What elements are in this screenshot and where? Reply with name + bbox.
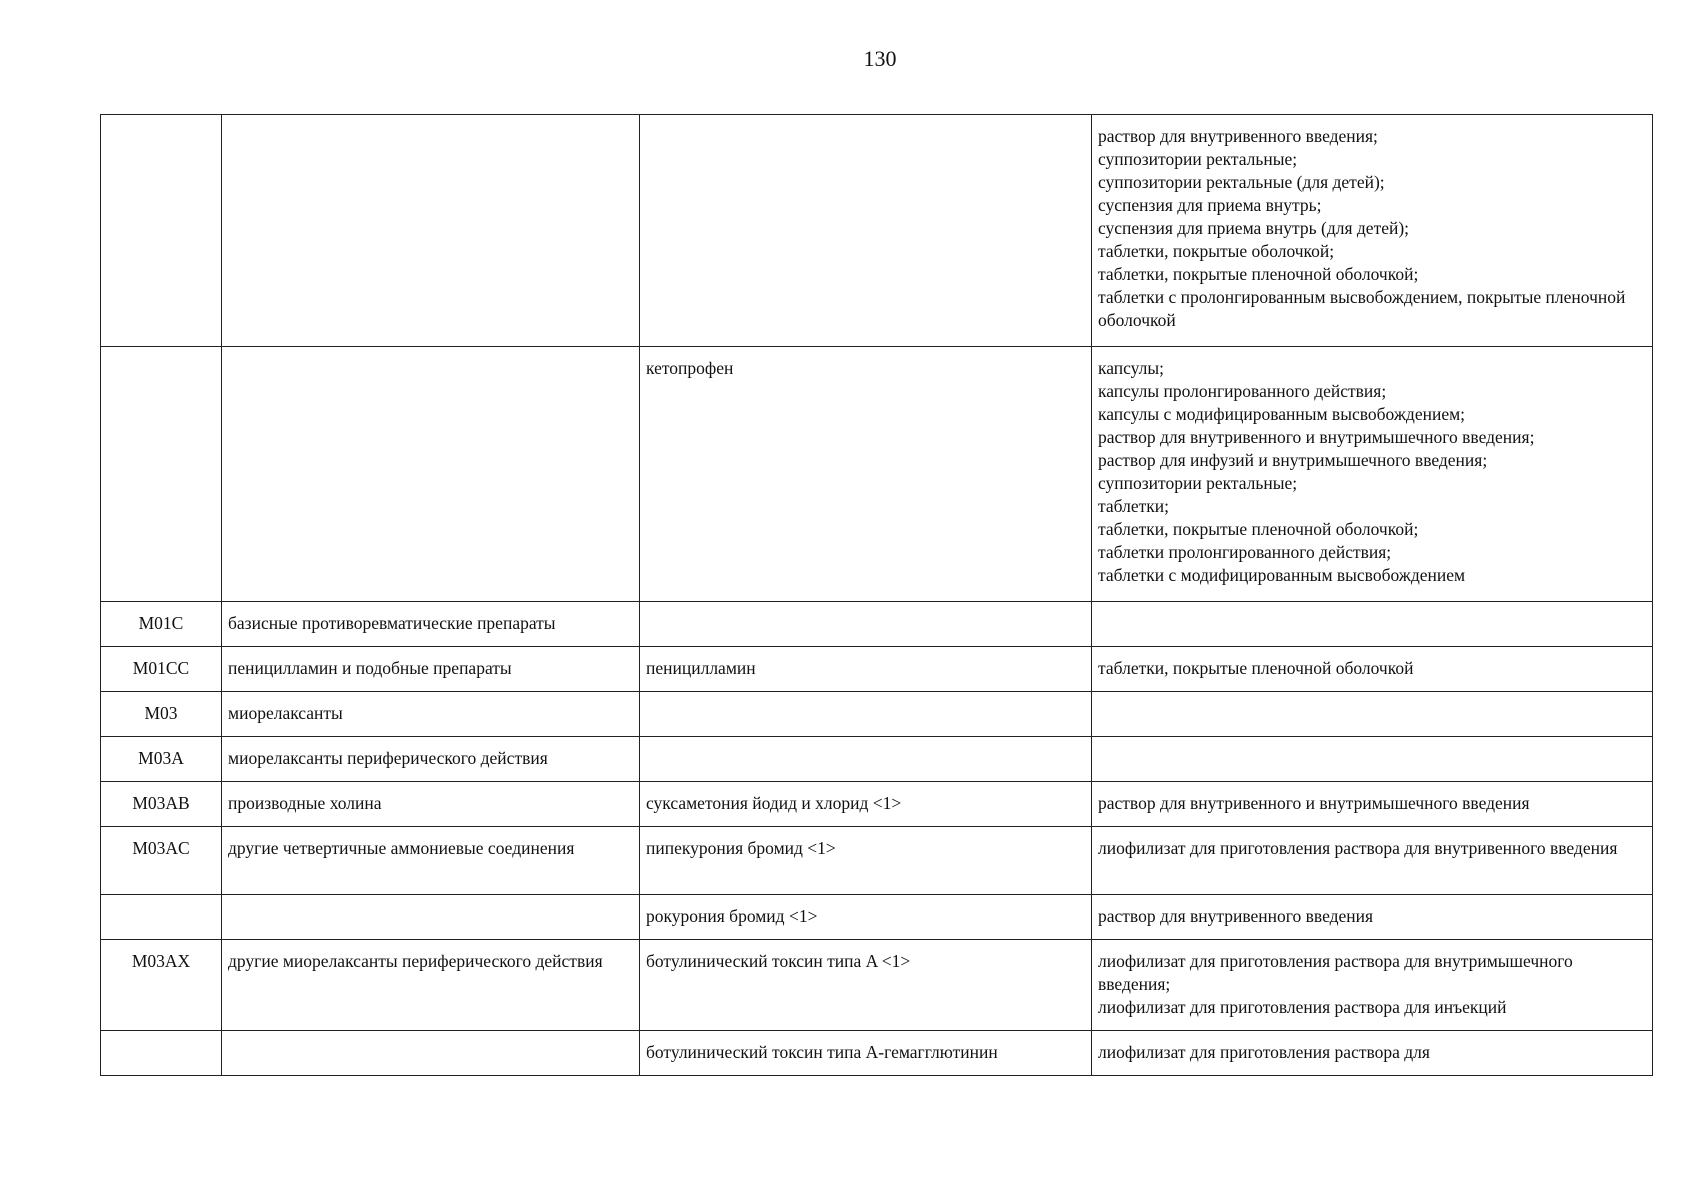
table-row xyxy=(101,940,1653,1031)
group-name: миорелаксанты xyxy=(222,692,640,737)
drug-name: ботулинический токсин типа A-гемагглютинин xyxy=(640,1031,1092,1076)
dosage-forms xyxy=(1092,782,1653,827)
dosage-form: таблетки с пролонгированным высвобождением, покрытые пленочной оболочкой xyxy=(1098,287,1626,330)
table-row xyxy=(101,647,1653,692)
drug-name: ботулинический токсин типа A <1> xyxy=(640,940,1092,1031)
dosage-form: таблетки пролонгированного действия; xyxy=(1098,542,1392,562)
group-name: производные холина xyxy=(222,782,640,827)
drug-name xyxy=(640,737,1092,782)
table-row xyxy=(101,692,1653,737)
dosage-forms xyxy=(1092,1031,1653,1076)
table-row xyxy=(101,115,1653,347)
dosage-form: капсулы с модифицированным высвобождением; xyxy=(1098,404,1466,424)
drug-name xyxy=(640,692,1092,737)
dosage-form: раствор для инфузий и внутримышечного введения; xyxy=(1098,450,1488,470)
group-name: миорелаксанты периферического действия xyxy=(222,737,640,782)
atc-code: M03A xyxy=(101,737,222,782)
table-row xyxy=(101,347,1653,602)
dosage-form: лиофилизат для приготовления раствора для внутривенного введения xyxy=(1098,838,1618,858)
dosage-form: суппозитории ректальные; xyxy=(1098,149,1298,169)
dosage-form: лиофилизат для приготовления раствора для xyxy=(1098,1042,1430,1062)
drug-name: пипекурония бромид <1> xyxy=(640,827,1092,895)
dosage-form: таблетки, покрытые пленочной оболочкой xyxy=(1098,658,1414,678)
group-name xyxy=(222,1031,640,1076)
dosage-form: раствор для внутривенного и внутримышечного введения; xyxy=(1098,427,1535,447)
drug-name: пеницилламин xyxy=(640,647,1092,692)
table-row xyxy=(101,602,1653,647)
drug-table xyxy=(100,114,1653,1076)
dosage-forms xyxy=(1092,347,1653,602)
group-name xyxy=(222,115,640,347)
atc-code: M03AB xyxy=(101,782,222,827)
atc-code: M01CC xyxy=(101,647,222,692)
dosage-form: капсулы пролонгированного действия; xyxy=(1098,381,1387,401)
dosage-form: суппозитории ректальные; xyxy=(1098,473,1298,493)
drug-name xyxy=(640,115,1092,347)
dosage-forms xyxy=(1092,692,1653,737)
drug-name: суксаметония йодид и хлорид <1> xyxy=(640,782,1092,827)
table-row xyxy=(101,895,1653,940)
table-row xyxy=(101,782,1653,827)
dosage-forms xyxy=(1092,115,1653,347)
dosage-form: раствор для внутривенного введения xyxy=(1098,906,1374,926)
dosage-forms xyxy=(1092,895,1653,940)
atc-code: M01C xyxy=(101,602,222,647)
table-row xyxy=(101,1031,1653,1076)
group-name xyxy=(222,895,640,940)
table-row xyxy=(101,827,1653,895)
group-name: другие миорелаксанты периферического действия xyxy=(222,940,640,1031)
dosage-form: капсулы; xyxy=(1098,358,1165,378)
group-name: базисные противоревматические препараты xyxy=(222,602,640,647)
drug-name: рокурония бромид <1> xyxy=(640,895,1092,940)
dosage-form: таблетки, покрытые пленочной оболочкой; xyxy=(1098,519,1419,539)
atc-code xyxy=(101,115,222,347)
dosage-form: раствор для внутривенного и внутримышечного введения xyxy=(1098,793,1530,813)
dosage-form: таблетки, покрытые пленочной оболочкой; xyxy=(1098,264,1419,284)
dosage-forms xyxy=(1092,827,1653,895)
dosage-form: таблетки с модифицированным высвобождением xyxy=(1098,565,1466,585)
page-number: 130 xyxy=(863,46,897,71)
dosage-form: суспензия для приема внутрь; xyxy=(1098,195,1322,215)
dosage-forms xyxy=(1092,737,1653,782)
atc-code xyxy=(101,895,222,940)
group-name: пеницилламин и подобные препараты xyxy=(222,647,640,692)
drug-name xyxy=(640,602,1092,647)
dosage-forms xyxy=(1092,602,1653,647)
dosage-form: лиофилизат для приготовления раствора для инъекций xyxy=(1098,997,1507,1017)
dosage-form: лиофилизат для приготовления раствора для внутримышечного введения; xyxy=(1098,951,1573,994)
atc-code xyxy=(101,347,222,602)
atc-code: M03 xyxy=(101,692,222,737)
dosage-form: суппозитории ректальные (для детей); xyxy=(1098,172,1385,192)
atc-code: M03AC xyxy=(101,827,222,895)
atc-code: M03AX xyxy=(101,940,222,1031)
dosage-form: раствор для внутривенного введения; xyxy=(1098,126,1378,146)
dosage-form: суспензия для приема внутрь (для детей); xyxy=(1098,218,1410,238)
table-row xyxy=(101,737,1653,782)
dosage-forms xyxy=(1092,940,1653,1031)
dosage-forms xyxy=(1092,647,1653,692)
dosage-form: таблетки, покрытые оболочкой; xyxy=(1098,241,1335,261)
group-name xyxy=(222,347,640,602)
drug-name: кетопрофен xyxy=(640,347,1092,602)
group-name: другие четвертичные аммониевые соединения xyxy=(222,827,640,895)
dosage-form: таблетки; xyxy=(1098,496,1169,516)
atc-code xyxy=(101,1031,222,1076)
